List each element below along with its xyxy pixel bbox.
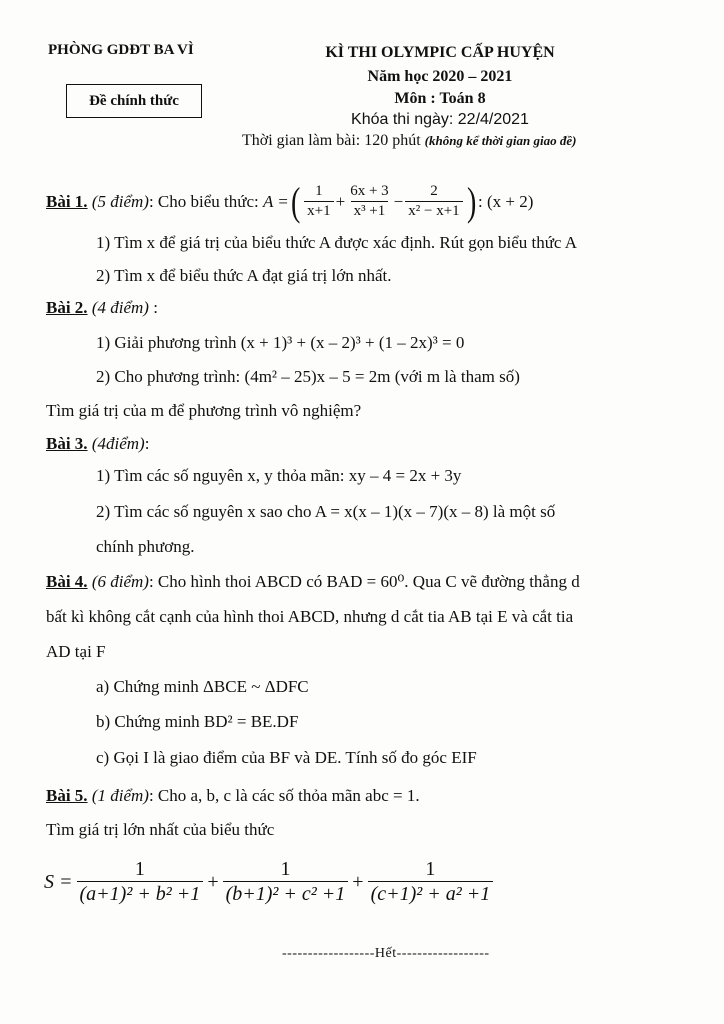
fraction-numerator: 2 <box>430 183 438 200</box>
fraction-denominator: (c+1)² + a² +1 <box>368 881 494 906</box>
fraction-denominator: x³ +1 <box>351 201 389 220</box>
bai3-heading <box>46 434 149 454</box>
bai5-statement <box>46 786 420 806</box>
fraction-numerator: 1 <box>134 858 145 880</box>
bai3-title: Bài 3. <box>46 434 88 453</box>
bai1-expr-lhs: A = <box>262 191 289 211</box>
bai5-term-3 <box>368 858 494 906</box>
bai4-points: (6 điểm) <box>91 572 149 591</box>
fraction-denominator: (a+1)² + b² +1 <box>77 881 204 906</box>
duration-line <box>242 132 576 150</box>
bai4-question-b: b) Chứng minh BD² = BE.DF <box>96 712 299 731</box>
bai2-title: Bài 2. <box>46 298 88 317</box>
bai3-colon: : <box>144 434 150 453</box>
bai1-points: (5 điểm) <box>91 191 149 211</box>
bai3-points: (4điểm) <box>91 434 145 453</box>
bai3-question-1: 1) Tìm các số nguyên x, y thỏa mãn: xy – 4 = 2x + 3y <box>96 466 462 485</box>
bai1-intro: : Cho biểu thức: <box>148 191 259 211</box>
bai1-fraction-2 <box>347 183 391 219</box>
bai2-points: (4 điểm) <box>91 298 149 317</box>
fraction-denominator: (b+1)² + c² +1 <box>223 881 349 906</box>
end-dashes-left: ------------------ <box>282 946 375 961</box>
bai5-term-1 <box>77 858 204 906</box>
fraction-denominator: x² − x+1 <box>405 201 462 220</box>
exam-date: Khóa thi ngày: 22/4/2021 <box>351 111 529 128</box>
department-name: PHÒNG GDĐT BA VÌ <box>48 42 194 58</box>
bai5-expression: S = $\frac{1}{\text{(a+1)² + b² +1}}$ + $\frac{1}{\text{(b+1)² + c² +1}}$ + $\frac{1}{\text{(c+1)² + a² +1}}$ <box>44 858 497 906</box>
bai4-line-2: bất kì không cắt cạnh của hình thoi ABCD, nhưng d cắt tia AB tại E và cắt tia <box>46 607 574 626</box>
duration-note: (không kể thời gian giao đề) <box>424 133 577 148</box>
bai4-question-a: a) Chứng minh ΔBCE ~ ΔDFC <box>96 677 309 696</box>
bai2-heading <box>46 298 158 318</box>
bai4-question-c: c) Gọi I là giao điểm của BF và DE. Tính số đo góc EIF <box>96 748 477 767</box>
bai1-question-1: 1) Tìm x để giá trị của biểu thức A được xác định. Rút gọn biểu thức A <box>96 233 578 252</box>
bai2-question-2-continued: Tìm giá trị của m để phương trình vô nghiệm? <box>46 401 362 420</box>
bai1-statement: Bài 1. (5 điểm) : Cho biểu thức: A = ( $\frac{1}{x+1}$ + $\frac{6x + 3}{\text{x³ +1}}$ − $\frac{2}{\text{x² − x+1}}$ ) : (x + 2) <box>46 179 534 224</box>
right-paren: ) <box>466 179 477 224</box>
fraction-numerator: 1 <box>315 183 323 200</box>
bai1-fraction-3 <box>405 183 462 219</box>
bai4-intro: : Cho hình thoi ABCD có BAD = 60⁰. Qua C vẽ đường thẳng d <box>148 572 580 591</box>
left-paren: ( <box>290 179 301 224</box>
bai5-points: (1 điểm) <box>91 786 149 805</box>
school-year: Năm học 2020 – 2021 <box>367 68 513 85</box>
end-label: Hết <box>374 946 397 961</box>
subject: Môn : Toán 8 <box>394 90 486 107</box>
bai2-colon: : <box>148 298 158 317</box>
end-marker <box>282 946 490 962</box>
bai4-statement <box>46 572 580 592</box>
bai5-intro: : Cho a, b, c là các số thỏa mãn abc = 1. <box>148 786 420 805</box>
official-label: Đề chính thức <box>66 84 202 118</box>
bai3-question-2-continued: chính phương. <box>96 537 195 556</box>
bai1-title: Bài 1. <box>46 191 88 211</box>
bai1-expr-tail: : (x + 2) <box>478 191 534 211</box>
fraction-numerator: 6x + 3 <box>350 183 389 200</box>
bai3-question-2: 2) Tìm các số nguyên x sao cho A = x(x – 1)(x – 7)(x – 8) là một số <box>96 502 556 521</box>
bai2-question-2: 2) Cho phương trình: (4m² – 25)x – 5 = 2m (với m là tham số) <box>96 367 520 386</box>
fraction-numerator: 1 <box>425 858 436 880</box>
duration: Thời gian làm bài: 120 phút <box>242 132 421 149</box>
bai2-question-1: 1) Giải phương trình (x + 1)³ + (x – 2)³ + (1 – 2x)³ = 0 <box>96 333 465 352</box>
bai5-term-2 <box>223 858 349 906</box>
bai1-fraction-1 <box>304 183 333 219</box>
bai1-question-2: 2) Tìm x để biểu thức A đạt giá trị lớn nhất. <box>96 266 392 285</box>
bai5-s-lhs: S = <box>44 870 73 893</box>
bai4-title: Bài 4. <box>46 572 88 591</box>
bai4-line-3: AD tại F <box>46 642 106 661</box>
bai5-title: Bài 5. <box>46 786 88 805</box>
fraction-denominator: x+1 <box>304 201 333 220</box>
bai5-line-2: Tìm giá trị lớn nhất của biểu thức <box>46 820 275 839</box>
end-dashes-right: ------------------ <box>396 946 490 961</box>
fraction-numerator: 1 <box>280 858 291 880</box>
exam-title: KÌ THI OLYMPIC CẤP HUYỆN <box>325 44 555 61</box>
